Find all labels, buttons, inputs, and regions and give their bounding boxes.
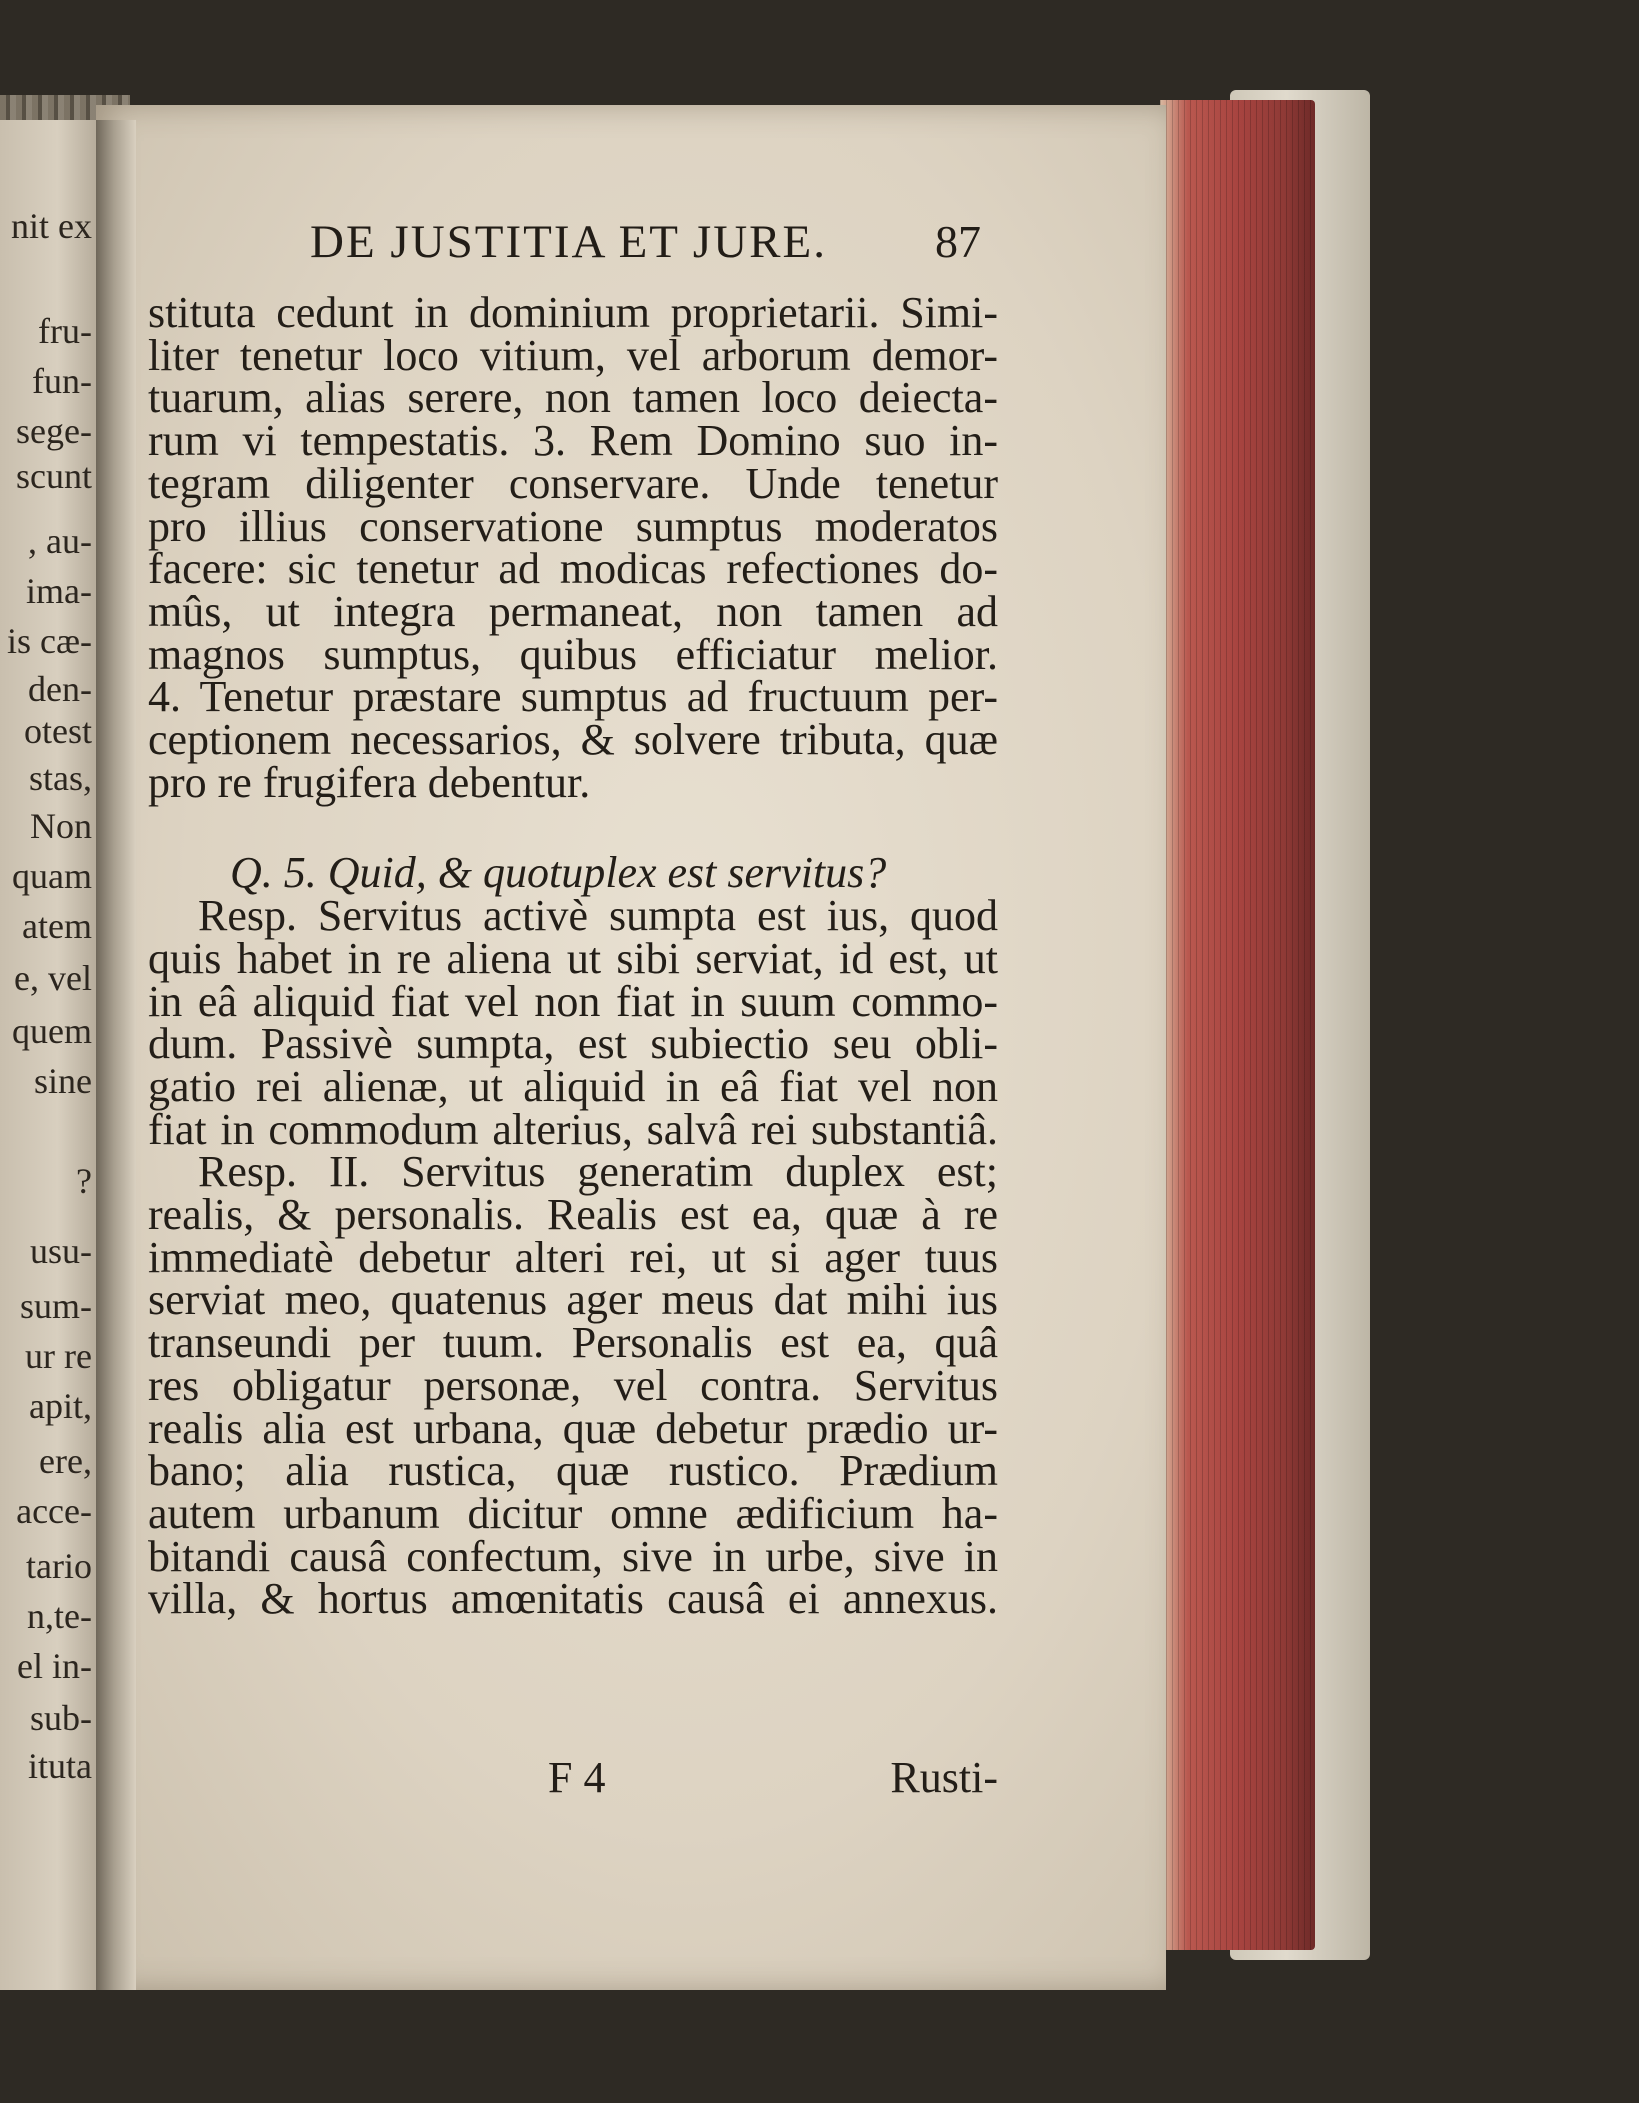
facing-page-text: is cæ- (7, 621, 92, 661)
text-line: 4. Tenetur præstare sumptus ad fructuum per- (148, 672, 998, 722)
text-line: stituta cedunt in dominium proprietarii. Simi- (148, 288, 998, 337)
facing-page-text: Non (30, 806, 92, 846)
answer-line: bano; alia rustica, quæ rustico. Prædium (148, 1446, 998, 1496)
facing-page-text: acce- (16, 1491, 92, 1531)
page-number: 87 (935, 216, 981, 267)
answer-line: quis habet in re aliena ut sibi serviat, id est, ut (148, 933, 998, 983)
answer-line: realis, & personalis. Realis est ea, quæ à re (148, 1190, 998, 1240)
text-line: magnos sumptus, quibus efficiatur melior. (148, 629, 998, 679)
facing-page-text: fru- (38, 311, 92, 351)
facing-page-text: quam (12, 856, 92, 896)
facing-page-text: sum- (20, 1286, 92, 1326)
facing-page-text: fun- (32, 361, 92, 401)
facing-page-text: otest (24, 711, 92, 751)
facing-page-text: , au- (28, 521, 92, 561)
signature-mark: F 4 (548, 1753, 606, 1802)
text-line: ceptionem necessarios, & solvere tributa, quæ (148, 715, 998, 765)
facing-page-text: tario (26, 1546, 92, 1586)
facing-page-text: n,te- (27, 1596, 92, 1636)
facing-page-text: usu- (30, 1231, 92, 1271)
answer-line: gatio rei alienæ, ut aliquid in eâ fiat vel non (148, 1061, 998, 1111)
facing-page-fragment (0, 120, 96, 1990)
facing-page-text: ur re (25, 1336, 92, 1376)
answer-line: res obligatur personæ, vel contra. Servitus (148, 1360, 998, 1410)
facing-page-text: sine (34, 1061, 92, 1101)
facing-page-text: apit, (29, 1386, 92, 1426)
facing-page-text: el in- (17, 1646, 92, 1686)
text-line: pro illius conservatione sumptus moderatos (148, 501, 998, 551)
text-line: mûs, ut integra permaneat, non tamen ad (148, 586, 998, 636)
text-line: tuarum, alias serere, non tamen loco deiecta- (148, 373, 998, 423)
facing-page-text: ituta (28, 1746, 92, 1786)
answer-line: realis alia est urbana, quæ debetur prædio ur- (148, 1403, 998, 1453)
answer-line: Resp. Servitus activè sumpta est ius, quod (198, 891, 998, 941)
facing-page-text: e, vel (14, 958, 92, 998)
facing-page-text: den- (28, 669, 92, 709)
facing-page-text: stas, (29, 758, 92, 798)
facing-page-text: quem (12, 1011, 92, 1051)
text-line: rum vi tempestatis. 3. Rem Domino suo in- (148, 416, 998, 466)
answer-line: in eâ aliquid fiat vel non fiat in suum commo- (148, 976, 998, 1026)
body-text (148, 288, 998, 1624)
facing-page-text: nit ex (11, 206, 92, 246)
catchword: Rusti- (890, 1753, 998, 1802)
answer-line: dum. Passivè sumpta, est subiectio seu obli- (148, 1019, 998, 1069)
text-line: facere: sic tenetur ad modicas refectiones do- (148, 544, 998, 594)
text-line: tegram diligenter conservare. Unde tenetur (148, 458, 998, 508)
text-line: pro re frugifera debentur. (148, 757, 591, 807)
page-gutter (96, 120, 136, 1990)
answer-line: villa, & hortus amœnitatis causâ ei annexus. (148, 1574, 998, 1624)
facing-page-text: sub- (30, 1698, 92, 1738)
text-line: liter tenetur loco vitium, vel arborum demor- (148, 330, 998, 380)
facing-page-text: ima- (26, 571, 92, 611)
answer-line: autem urbanum dicitur omne ædificium ha- (148, 1488, 998, 1538)
answer-line: serviat meo, quatenus ager meus dat mihi ius (148, 1275, 998, 1325)
page-footer (148, 1752, 998, 1802)
facing-page-text: sege- (16, 411, 92, 451)
facing-page-text: ? (76, 1161, 92, 1201)
question-heading: Q. 5. Quid, & quotuplex est servitus? (230, 848, 887, 898)
answer-line: fiat in commodum alterius, salvâ rei substantiâ. (148, 1104, 998, 1154)
answer-line: transeundi per tuum. Personalis est ea, quâ (148, 1318, 998, 1368)
facing-page-text: ere, (39, 1441, 92, 1481)
answer-line: immediatè debetur alteri rei, ut si ager tuus (148, 1232, 998, 1282)
running-head: DE JUSTITIA ET JURE. (310, 216, 827, 268)
facing-page-text: atem (22, 906, 92, 946)
red-page-edges (1160, 100, 1315, 1950)
answer-line: Resp. II. Servitus generatim duplex est; (198, 1147, 998, 1197)
facing-page-text: scunt (16, 456, 92, 496)
answer-line: bitandi causâ confectum, sive in urbe, sive in (148, 1531, 998, 1581)
